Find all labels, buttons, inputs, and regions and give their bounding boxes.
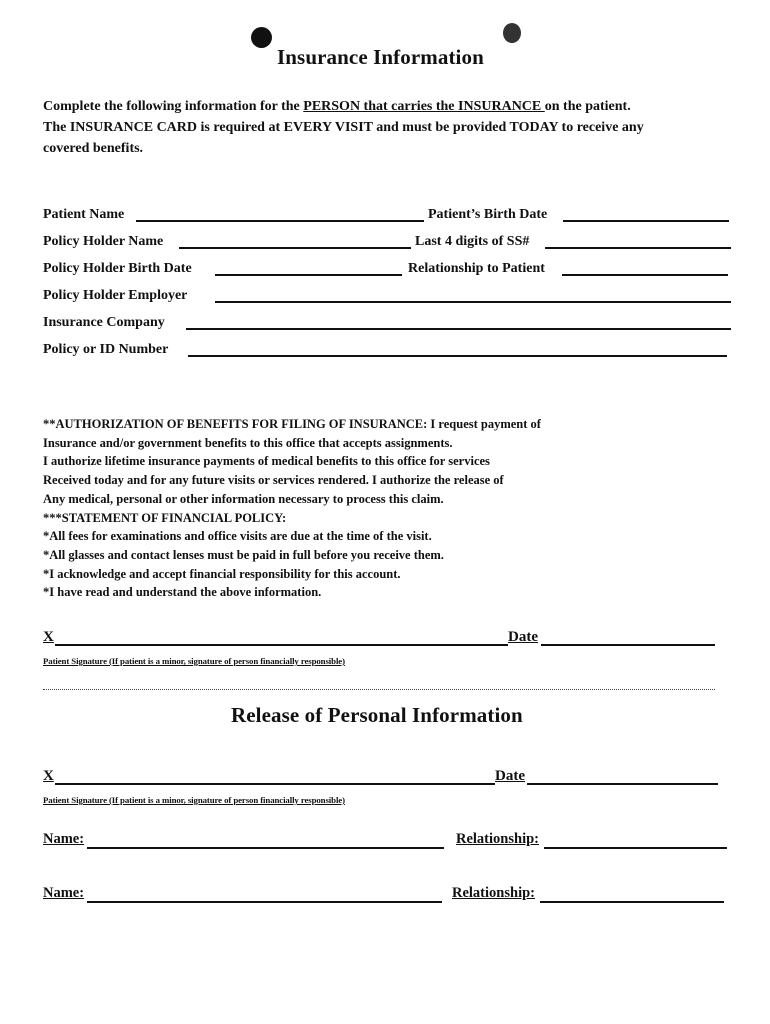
insurance-company-label: Insurance Company [43,315,165,330]
release-relationship-field-1[interactable] [544,847,727,849]
financial-policy-item: *I have read and understand the above information. [43,585,322,600]
financial-policy-heading: ***STATEMENT OF FINANCIAL POLICY: [43,510,287,525]
authorization-block [43,415,541,602]
intro-emphasis: PERSON that carries the INSURANCE [303,99,545,114]
authorization-line: **AUTHORIZATION OF BENEFITS FOR FILING OF INSURANCE: I request payment of [43,417,541,431]
relationship-to-patient-label: Relationship to Patient [408,261,545,276]
financial-policy-item: *All glasses and contact lenses must be paid in full before you receive them. [43,547,444,562]
policy-holder-employer-label: Policy Holder Employer [43,288,188,303]
signature-x-label: X [43,629,54,645]
policy-holder-birth-date-label: Policy Holder Birth Date [43,261,192,276]
release-name-label-2: Name: [43,885,85,901]
signature-date-label: Date [508,629,538,645]
policy-holder-employer-field[interactable] [215,301,731,303]
release-relationship-field-2[interactable] [540,901,724,903]
intro-prefix: Complete the following information for the [43,99,304,114]
hole-punch-right [503,23,521,43]
policy-holder-name-label: Policy Holder Name [43,234,164,249]
page-title: Insurance Information [277,45,484,69]
release-signature-caption: Patient Signature (If patient is a minor, signature of person financially responsible) [43,795,345,805]
financial-policy-item: *I acknowledge and accept financial responsibility for this account. [43,566,401,581]
release-title: Release of Personal Information [231,703,523,727]
authorization-line: Any medical, personal or other information necessary to process this claim. [43,491,444,506]
last4-ss-field[interactable] [545,247,731,249]
last4-ss-label: Last 4 digits of SS# [415,234,530,249]
patient-name-field[interactable] [136,220,424,222]
release-name-label-1: Name: [43,831,85,847]
authorization-line: I authorize lifetime insurance payments of medical benefits to this office for services [43,454,490,469]
release-signature-x-label: X [43,768,54,784]
intro-line-3: covered benefits. [43,141,144,156]
release-date-field[interactable] [527,783,718,785]
financial-policy-item: *All fees for examinations and office visits are due at the time of the visit. [43,529,432,544]
intro-line-2: The INSURANCE CARD is required at EVERY VISIT and must be provided TODAY to receive any [43,120,644,135]
authorization-line: Received today and for any future visits or services rendered. I authorize the release of [43,473,504,488]
policy-id-number-field[interactable] [188,355,727,357]
insurance-company-field[interactable] [186,328,731,330]
section-divider [43,689,715,690]
policy-holder-birth-date-field[interactable] [215,274,402,276]
patient-birth-date-field[interactable] [563,220,729,222]
intro-line-1 [43,96,743,117]
intro-paragraph [43,96,743,159]
policy-holder-name-field[interactable] [179,247,411,249]
release-relationship-label-2: Relationship: [452,885,535,901]
release-date-label: Date [495,768,525,784]
patient-name-label: Patient Name [43,207,125,222]
relationship-to-patient-field[interactable] [562,274,728,276]
signature-caption: Patient Signature (If patient is a minor, signature of person financially responsible) [43,656,345,666]
policy-id-number-label: Policy or ID Number [43,342,169,357]
signature-date-field[interactable] [541,644,715,646]
release-name-field-1[interactable] [87,847,444,849]
release-signature-line[interactable] [55,783,495,785]
release-name-field-2[interactable] [87,901,442,903]
hole-punch-left [251,27,272,48]
authorization-line: Insurance and/or government benefits to this office that accepts assignments. [43,435,453,450]
release-relationship-label-1: Relationship: [456,831,539,847]
signature-line[interactable] [55,644,508,646]
patient-birth-date-label: Patient’s Birth Date [428,207,548,222]
intro-suffix: on the patient. [544,99,631,114]
